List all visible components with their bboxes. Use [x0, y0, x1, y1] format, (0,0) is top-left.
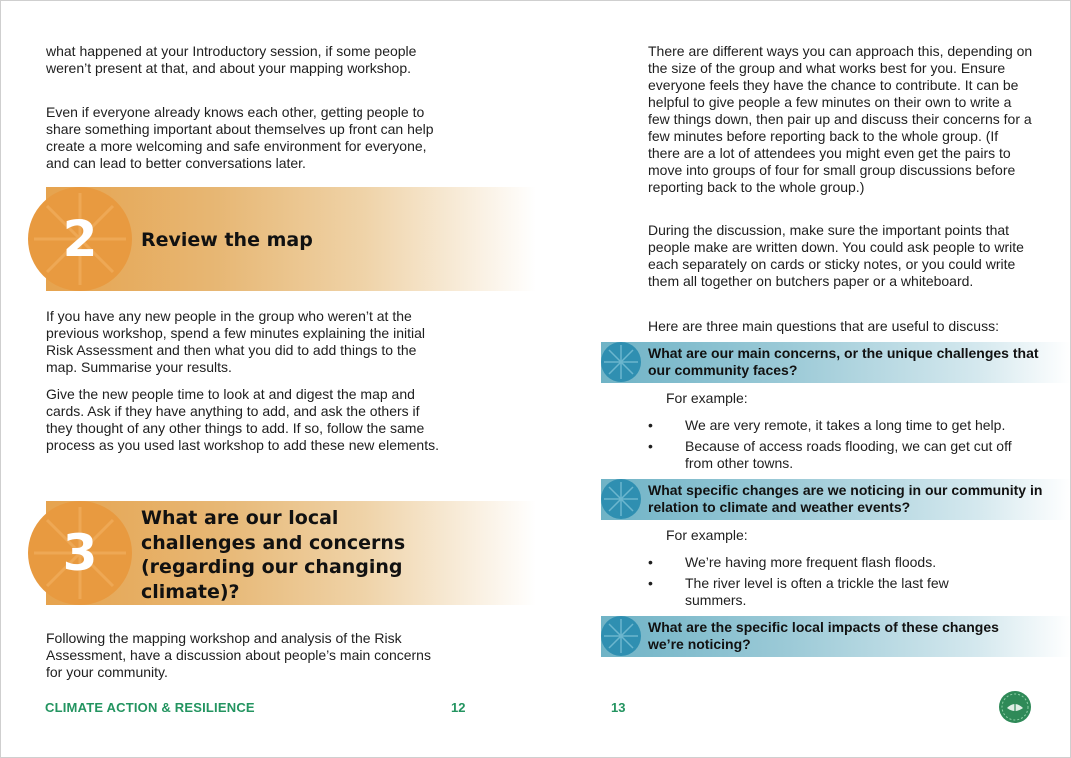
page-number-right: 13 — [611, 700, 626, 715]
section-3-badge — [28, 501, 132, 605]
question-3-badge — [601, 616, 641, 656]
logo-icon — [999, 691, 1031, 723]
example-label-1: For example: — [666, 390, 748, 406]
question-2-text: What specific changes are we noticing in our community in relation to climate and weather events? — [648, 482, 1043, 515]
footer-brand: CLIMATE ACTION & RESILIENCE — [45, 700, 255, 715]
right-page — [537, 1, 1071, 758]
example-label-2: For example: — [666, 527, 748, 543]
right-paragraph-1: There are different ways you can approach this, depending on the size of the group and what works best for you. Ensure everyone feels they have the chance to contribute. It can be helpful to give people a few minutes on their own to write a few things down, then pair up and discuss their concerns for a few minutes before reporting back to the whole group. (If there are a lot of attendees you might even get the pairs to move into groups of four for small group discussions before reporting back to the whole group.) — [648, 43, 1033, 195]
left-paragraph-3: If you have any new people in the group who weren’t at the previous workshop, spend a few minutes explaining the initial Risk Assessment and then what you did to add things to the map. Summarise your results. — [46, 308, 425, 375]
page-number-left: 12 — [451, 700, 466, 715]
right-paragraph-3: Here are three main questions that are useful to discuss: — [648, 318, 999, 334]
list-item-text: The river level is often a trickle the last few summers. — [685, 575, 949, 608]
list-item-text: Because of access roads flooding, we can get cut off from other towns. — [685, 438, 1012, 471]
section-3-title: What are our local challenges and concerns (regarding our changing climate)? — [141, 507, 406, 603]
section-2-badge — [28, 187, 132, 291]
bullet-icon: • — [648, 575, 653, 591]
question-1-badge — [601, 342, 641, 382]
question-3-text: What are the specific local impacts of these changes we’re noticing? — [648, 619, 999, 652]
left-paragraph-4: Give the new people time to look at and digest the map and cards. Ask if they have anything to add, and ask the others if they thought of any other things to add. If so, follow the same process as you used last workshop to add these new elements. — [46, 386, 439, 453]
bullet-icon: • — [648, 417, 653, 433]
left-paragraph-2: Even if everyone already knows each other, getting people to share something important about themselves up front can help create a more welcoming and safe environment for everyone, and can lead to better conversations later. — [46, 104, 434, 171]
section-2-number: 2 — [62, 210, 98, 268]
right-paragraph-2: During the discussion, make sure the important points that people make are written down. You could ask people to write each separately on cards or sticky notes, or you could write them all together on butchers paper or a whiteboard. — [648, 222, 1024, 289]
star-pattern-icon — [601, 342, 641, 382]
leaf-logo-icon — [999, 691, 1031, 723]
bullet-icon: • — [648, 438, 653, 454]
question-1-text: What are our main concerns, or the unique challenges that our community faces? — [648, 345, 1039, 378]
star-pattern-icon — [601, 479, 641, 519]
section-3-number: 3 — [62, 524, 98, 582]
left-paragraph-5: Following the mapping workshop and analysis of the Risk Assessment, have a discussion about people’s main concerns for your community. — [46, 630, 431, 680]
left-paragraph-1: what happened at your Introductory session, if some people weren’t present at that, and about your mapping workshop. — [46, 43, 417, 76]
question-2-badge — [601, 479, 641, 519]
list-item-text: We are very remote, it takes a long time to get help. — [685, 417, 1006, 433]
section-2-title: Review the map — [141, 229, 313, 251]
star-pattern-icon — [601, 616, 641, 656]
list-item-text: We’re having more frequent flash floods. — [685, 554, 937, 570]
bullet-icon: • — [648, 554, 653, 570]
left-page — [1, 1, 536, 758]
